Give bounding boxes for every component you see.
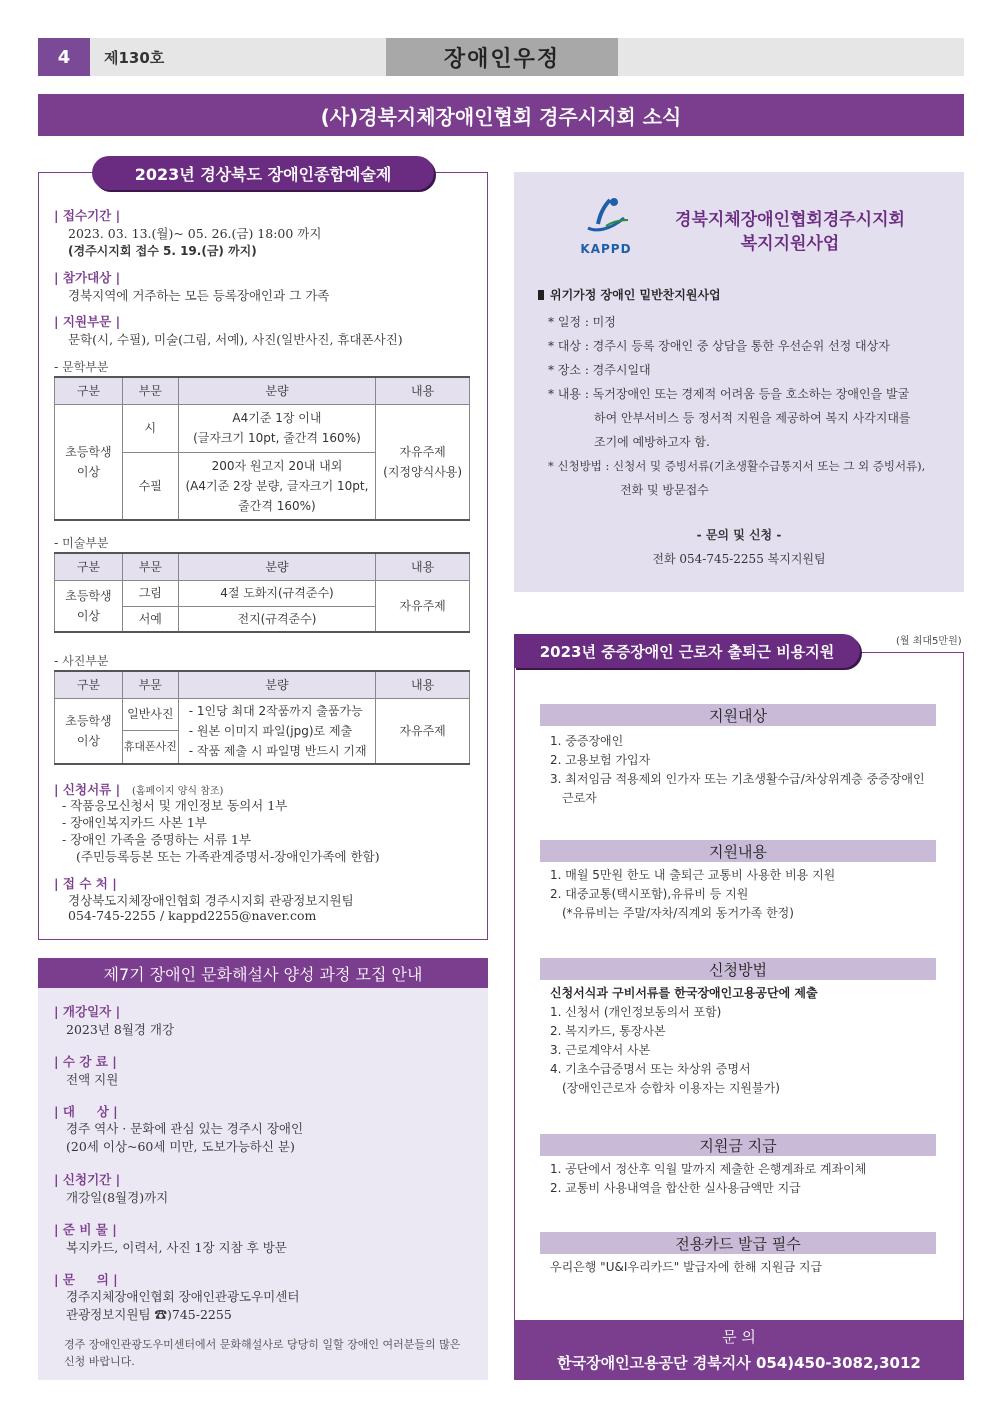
period-label: | 접수기간 | (54, 208, 121, 223)
recv-text2: 054-745-2255 / kappd2255@naver.com (68, 908, 317, 923)
bullet-square-icon (538, 290, 544, 300)
docs-item: - 장애인복지카드 사본 1부 (62, 815, 207, 830)
guide-item-label: | 개강일자 | (54, 1004, 121, 1019)
th-content: 내용 (376, 377, 470, 404)
th-part: 부문 (122, 671, 178, 698)
welfare-program (538, 286, 721, 303)
photo-amount: - 1인당 최대 2작품까지 출품가능 - 원본 이미지 파일(jpg)로 제출 - 작품 제출 시 파일명 반드시 기재 (178, 698, 376, 764)
guide-item (54, 1170, 303, 1220)
docs-item: (주민등록등본 또는 가족관계증명서-장애인가족에 한함) (76, 849, 380, 864)
welfare-line: * 일정 : 미정 (548, 315, 616, 329)
photo-group: 초등학생 이상 (55, 698, 123, 764)
guide-footer: 경주 장애인관광도우미센터에서 문화해설사로 당당히 일할 장애인 여러분들의 많은 신청 바랍니다. (64, 1338, 461, 1368)
category-text: 문학(시, 수필), 미술(그림, 서예), 사진(일반사진, 휴대폰사진) (68, 332, 403, 347)
kappd-logo-icon (576, 194, 636, 238)
welfare-program-name: 위기가정 장애인 밑반찬지원사업 (550, 288, 721, 302)
welfare-title-line1: 경북지체장애인협회경주시지회 (675, 210, 905, 230)
support-target-list (550, 732, 925, 808)
guide-item-text: 복지카드, 이력서, 사진 1장 지참 후 방문 (66, 1240, 287, 1255)
lit-essay: 수필 (122, 452, 178, 520)
guide-item-text: 전액 지원 (66, 1072, 119, 1087)
guide-items (54, 1002, 303, 1328)
list-item: 3. 근로계약서 사본 (550, 1043, 651, 1057)
art-callig-amount: 전지(규격준수) (178, 606, 375, 632)
list-item: 2. 교통비 사용내역을 합산한 실사용금액만 지급 (550, 1181, 801, 1195)
kappd-logo-text: KAPPD (580, 242, 632, 256)
card-required-text: 우리은행 "U&I우리카드" 발급자에 한해 지원금 지급 (550, 1260, 823, 1274)
list-item: 1. 매월 5만원 한도 내 출퇴근 교통비 사용한 비용 지원 (550, 868, 836, 882)
art-title: - 미술부분 (54, 536, 109, 550)
target-text: 경북지역에 거주하는 모든 등록장애인과 그 가족 (68, 288, 330, 303)
welfare-line: 전화 및 방문접수 (620, 483, 709, 497)
kappd-logo (576, 194, 636, 256)
issue-number: 제130호 (104, 48, 165, 67)
th-amount: 분량 (178, 377, 376, 404)
section-card-required: 전용카드 발급 필수 (540, 1232, 936, 1254)
category-label: | 지원부문 | (54, 314, 121, 329)
lit-table (54, 376, 470, 521)
commute-title: 2023년 중증장애인 근로자 출퇴근 비용지원 (514, 634, 860, 668)
list-item: 1. 신청서 (개인정보동의서 포함) (550, 1005, 722, 1019)
docs-note: (홈페이지 양식 참조) (132, 786, 224, 797)
newsletter-title: 장애인우정 (386, 38, 618, 76)
section-payment: 지원금 지급 (540, 1134, 936, 1156)
lit-essay-amount: 200자 원고지 20내 내외 (A4기준 2장 분량, 글자크기 10pt, 줄간격 160%) (178, 452, 376, 520)
guide-item-label: | 대 상 | (54, 1104, 118, 1119)
art-group: 초등학생 이상 (55, 580, 123, 632)
th-part: 부문 (122, 553, 178, 580)
docs-item: - 작품응모신청서 및 개인정보 동의서 1부 (62, 798, 288, 813)
welfare-line: * 대상 : 경주시 등록 장애인 중 상담을 통한 우선순위 선정 대상자 (548, 339, 890, 353)
guide-item-text: 2023년 8월경 개강 (66, 1022, 175, 1037)
guide-item-label: | 문 의 | (54, 1272, 118, 1287)
th-group: 구분 (55, 377, 123, 404)
recv-label: | 접 수 처 | (54, 876, 117, 891)
guide-item-label: | 준 비 물 | (54, 1222, 117, 1237)
welfare-lines (548, 310, 925, 502)
guide-item (54, 1270, 303, 1328)
th-amount: 분량 (178, 671, 376, 698)
section-support-content: 지원내용 (540, 840, 936, 862)
lit-group: 초등학생 이상 (55, 404, 123, 520)
docs-item: - 장애인 가족을 증명하는 서류 1부 (62, 832, 252, 847)
docs-label: | 신청서류 | (54, 782, 121, 797)
photo-title: - 사진부분 (54, 654, 109, 668)
recv-text1: 경상북도지체장애인협회 경주시지회 관광정보지원팀 (68, 893, 354, 908)
payment-list (550, 1160, 866, 1198)
guide-item (54, 1102, 303, 1170)
list-item: (*유류비는 주말/자차/직계외 동거가족 한정) (562, 906, 794, 920)
guide-item-label: | 신청기간 | (54, 1172, 121, 1187)
lit-poem-amount: A4기준 1장 이내 (글자크기 10pt, 줄간격 160%) (178, 404, 376, 452)
art-content: 자유주제 (376, 580, 470, 632)
list-item: (장애인근로자 승합차 이용자는 지원불가) (562, 1081, 780, 1095)
list-item: 1. 공단에서 정산후 익월 말까지 제출한 은행계좌로 계좌이체 (550, 1162, 867, 1176)
list-item: 2. 대중교통(택시포함),유류비 등 지원 (550, 887, 749, 901)
support-content-list (550, 866, 835, 923)
welfare-line: 하여 안부서비스 등 정서적 지원을 제공하여 복지 사각지대를 (594, 411, 911, 425)
welfare-line: * 내용 : 독거장애인 또는 경제적 어려움 등을 호소하는 장애인을 발굴 (548, 387, 910, 401)
list-item: 1. 중증장애인 (550, 734, 624, 748)
docs-list (62, 797, 380, 865)
th-group: 구분 (55, 671, 123, 698)
photo-phone: 휴대폰사진 (122, 731, 178, 764)
photo-table (54, 670, 470, 765)
art-callig: 서예 (122, 606, 178, 632)
section-banner: (사)경북지체장애인협회 경주시지회 소식 (38, 94, 964, 136)
commute-contact-title: 문 의 (722, 1328, 756, 1346)
guide-item (54, 1052, 303, 1102)
page-number: 4 (38, 38, 90, 76)
photo-general: 일반사진 (122, 698, 178, 731)
guide-item (54, 1002, 303, 1052)
list-item: 4. 기초수급증명서 또는 차상위 증명서 (550, 1062, 751, 1076)
guide-item-text: 경주지체장애인협회 장애인관광도우미센터 관광정보지원팀 ☎)745-2255 (66, 1289, 300, 1322)
welfare-line: * 신청방법 : 신청서 및 증빙서류(기초생활수급통지서 또는 그 외 증빙서류), (548, 459, 926, 473)
welfare-contact-text: 전화 054-745-2255 복지지원팀 (652, 552, 826, 566)
th-content: 내용 (376, 671, 470, 698)
guide-item-text: 개강일(8월경)까지 (66, 1190, 169, 1205)
list-item: 2. 복지카드, 통장사본 (550, 1024, 666, 1038)
guide-item (54, 1220, 303, 1270)
welfare-contact-title: - 문의 및 신청 - (696, 528, 782, 542)
art-drawing: 그림 (122, 580, 178, 606)
section-support-target: 지원대상 (540, 704, 936, 726)
welfare-title (640, 208, 940, 256)
commute-contact (514, 1320, 964, 1380)
period-text: 2023. 03. 13.(월)~ 05. 26.(금) 18:00 까지 (68, 226, 322, 241)
welfare-title-line2: 복지지원사업 (740, 234, 840, 254)
target-label: | 참가대상 | (54, 270, 121, 285)
th-amount: 분량 (178, 553, 375, 580)
section-apply-method: 신청방법 (540, 958, 936, 980)
apply-method-bold: 신청서식과 구비서류를 한국장애인고용공단에 제출 (550, 986, 818, 1000)
th-content: 내용 (376, 553, 470, 580)
guide-item-text: 경주 역사 · 문화에 관심 있는 경주시 장애인 (20세 이상~60세 미만, 도보가능하신 분) (66, 1121, 304, 1154)
photo-content: 자유주제 (376, 698, 470, 764)
th-part: 부문 (122, 377, 178, 404)
list-item: 근로자 (562, 791, 597, 805)
art-table (54, 552, 470, 633)
lit-poem: 시 (122, 404, 178, 452)
commute-contact-text: 한국장애인고용공단 경북지사 054)450-3082,3012 (557, 1354, 921, 1372)
guide-title: 제7기 장애인 문화해설사 양성 과정 모집 안내 (38, 958, 488, 988)
festival-title: 2023년 경상북도 장애인종합예술제 (92, 156, 434, 190)
welfare-line: * 장소 : 경주시일대 (548, 363, 651, 377)
commute-note: (월 최대5만원) (896, 636, 962, 647)
welfare-line: 조기에 예방하고자 함. (594, 435, 710, 449)
period-note: (경주시지회 접수 5. 19.(금) 까지) (68, 244, 257, 258)
apply-method-list (550, 984, 818, 1098)
guide-item-label: | 수 강 료 | (54, 1054, 117, 1069)
th-group: 구분 (55, 553, 123, 580)
list-item: 2. 고용보험 가입자 (550, 753, 651, 767)
art-drawing-amount: 4절 도화지(규격준수) (178, 580, 375, 606)
lit-title: - 문학부분 (54, 360, 109, 374)
list-item: 3. 최저임금 적용제외 인가자 또는 기초생활수급/차상위계층 중증장애인 (550, 772, 925, 786)
lit-content: 자유주제 (지정양식사용) (376, 404, 470, 520)
